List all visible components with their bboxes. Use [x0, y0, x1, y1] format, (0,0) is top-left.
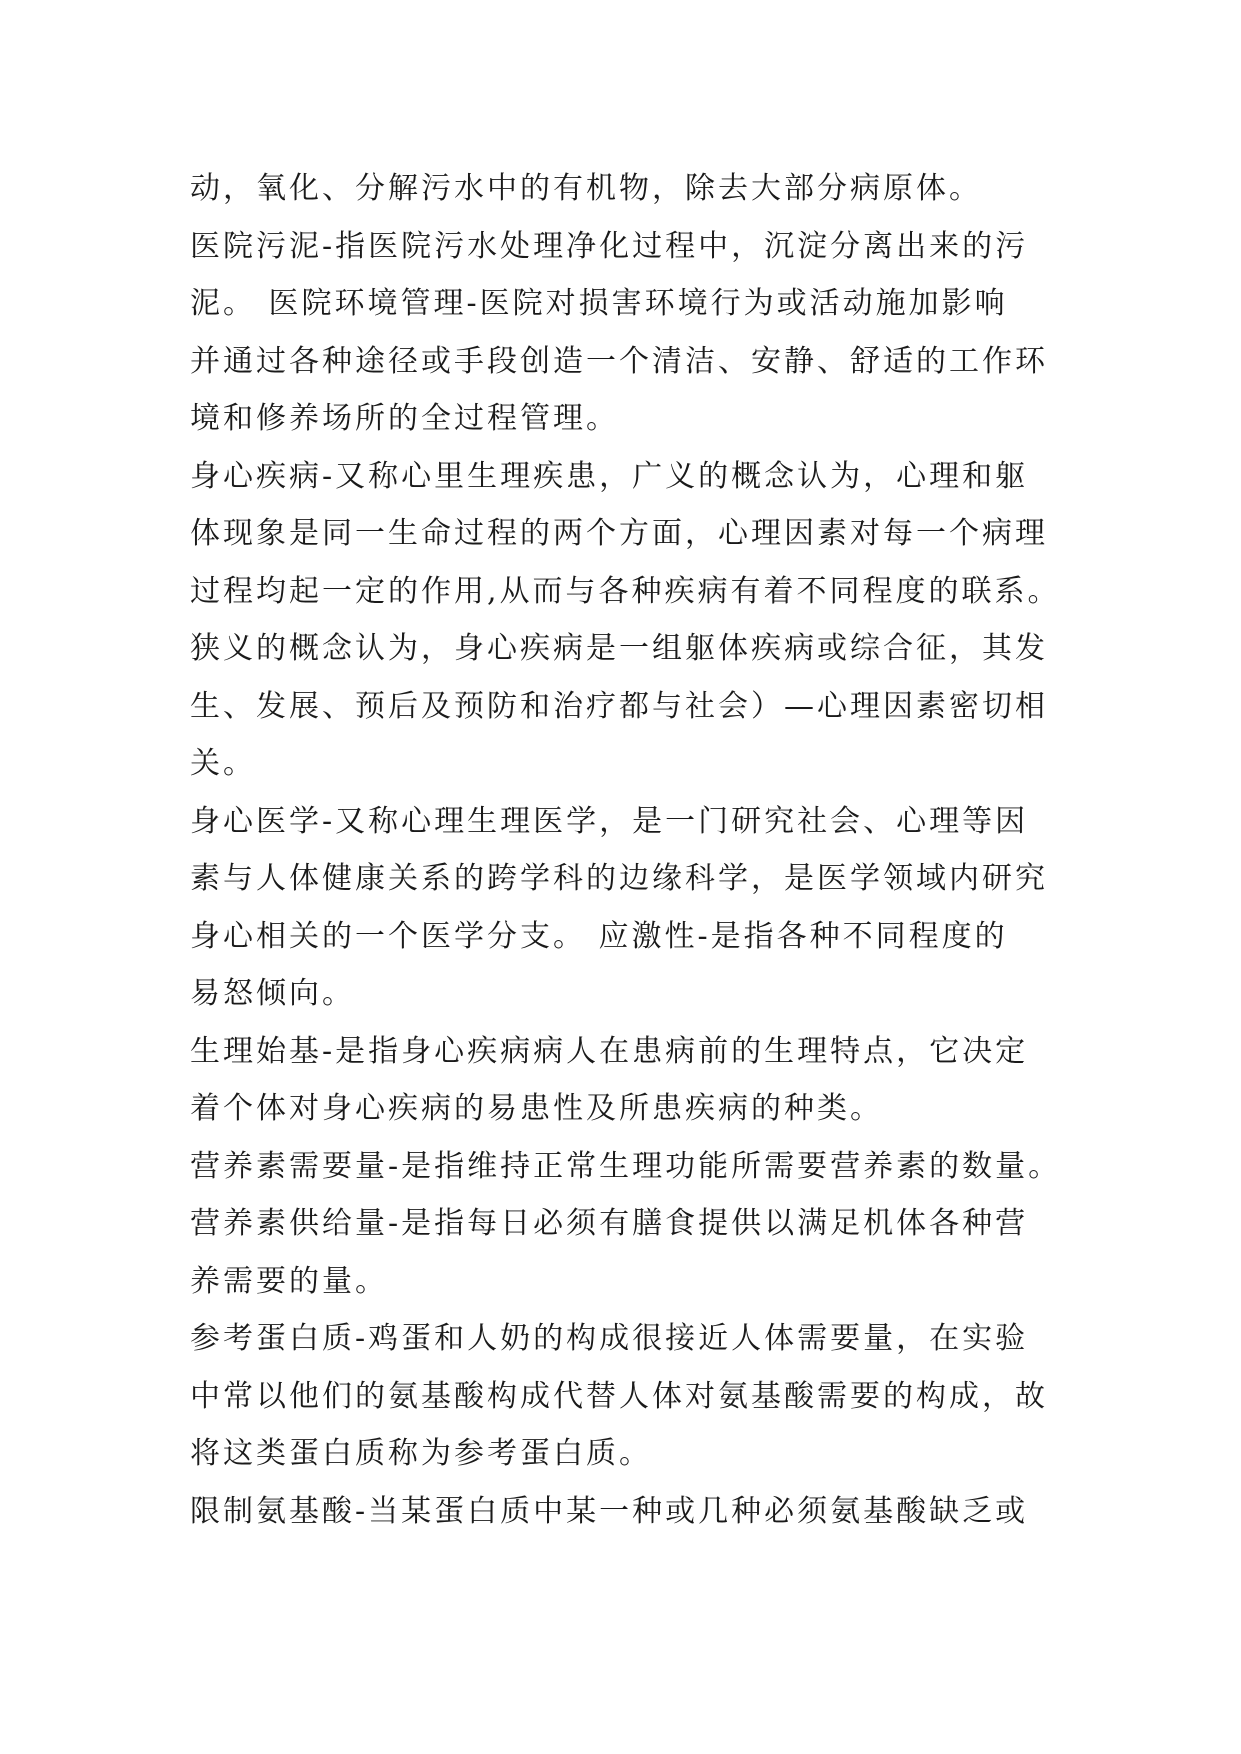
text-line: 养需要的量。: [190, 1263, 388, 1299]
text-line: 泥。 医院环境管理-医院对损害环境行为或活动施加影响: [190, 286, 1008, 321]
text-line: 素与人体健康关系的跨学科的边缘科学，是医学领域内研究: [190, 861, 1048, 896]
text-line: 过程均起一定的作用,从而与各种疾病有着不同程度的联系。: [190, 573, 1061, 609]
text-line: 医院污泥-指医院污水处理净化过程中，沉淀分离出来的污: [190, 228, 1029, 264]
text-line: 身心相关的一个医学分支。 应激性-是指各种不同程度的: [190, 918, 1008, 954]
text-line: 生理始基-是指身心疾病病人在患病前的生理特点，它决定: [190, 1033, 1029, 1069]
text-line: 身心疾病-又称心里生理疾患，广义的概念认为，心理和躯: [190, 458, 1029, 494]
text-line: 营养素需要量-是指维持正常生理功能所需要营养素的数量。: [190, 1148, 1062, 1184]
text-line: 着个体对身心疾病的易患性及所患疾病的种类。: [190, 1091, 883, 1126]
text-line: 生、发展、预后及预防和治疗都与社会）—心理因素密切相: [190, 688, 1048, 724]
text-line: 动，氧化、分解污水中的有机物，除去大部分病原体。: [190, 171, 982, 206]
text-line: 易怒倾向。: [190, 976, 355, 1011]
text-line: 营养素供给量-是指每日必须有膳食提供以满足机体各种营: [190, 1206, 1029, 1241]
text-line: 并通过各种途径或手段创造一个清洁、安静、舒适的工作环: [190, 343, 1048, 379]
text-line: 参考蛋白质-鸡蛋和人奶的构成很接近人体需要量，在实验: [190, 1321, 1029, 1356]
text-line: 身心医学-又称心理生理医学，是一门研究社会、心理等因: [190, 803, 1029, 839]
text-line: 体现象是同一生命过程的两个方面，心理因素对每一个病理: [190, 516, 1048, 551]
text-line: 将这类蛋白质称为参考蛋白质。: [190, 1436, 652, 1471]
text-line: 中常以他们的氨基酸构成代替人体对氨基酸需要的构成，故: [190, 1378, 1048, 1414]
text-line: 关。: [190, 746, 256, 781]
text-line: 狭义的概念认为，身心疾病是一组躯体疾病或综合征，其发: [190, 631, 1048, 666]
text-line: 境和修养场所的全过程管理。: [190, 401, 619, 436]
document-body: [190, 160, 1070, 1540]
text-line: 限制氨基酸-当某蛋白质中某一种或几种必须氨基酸缺乏或: [190, 1493, 1029, 1529]
